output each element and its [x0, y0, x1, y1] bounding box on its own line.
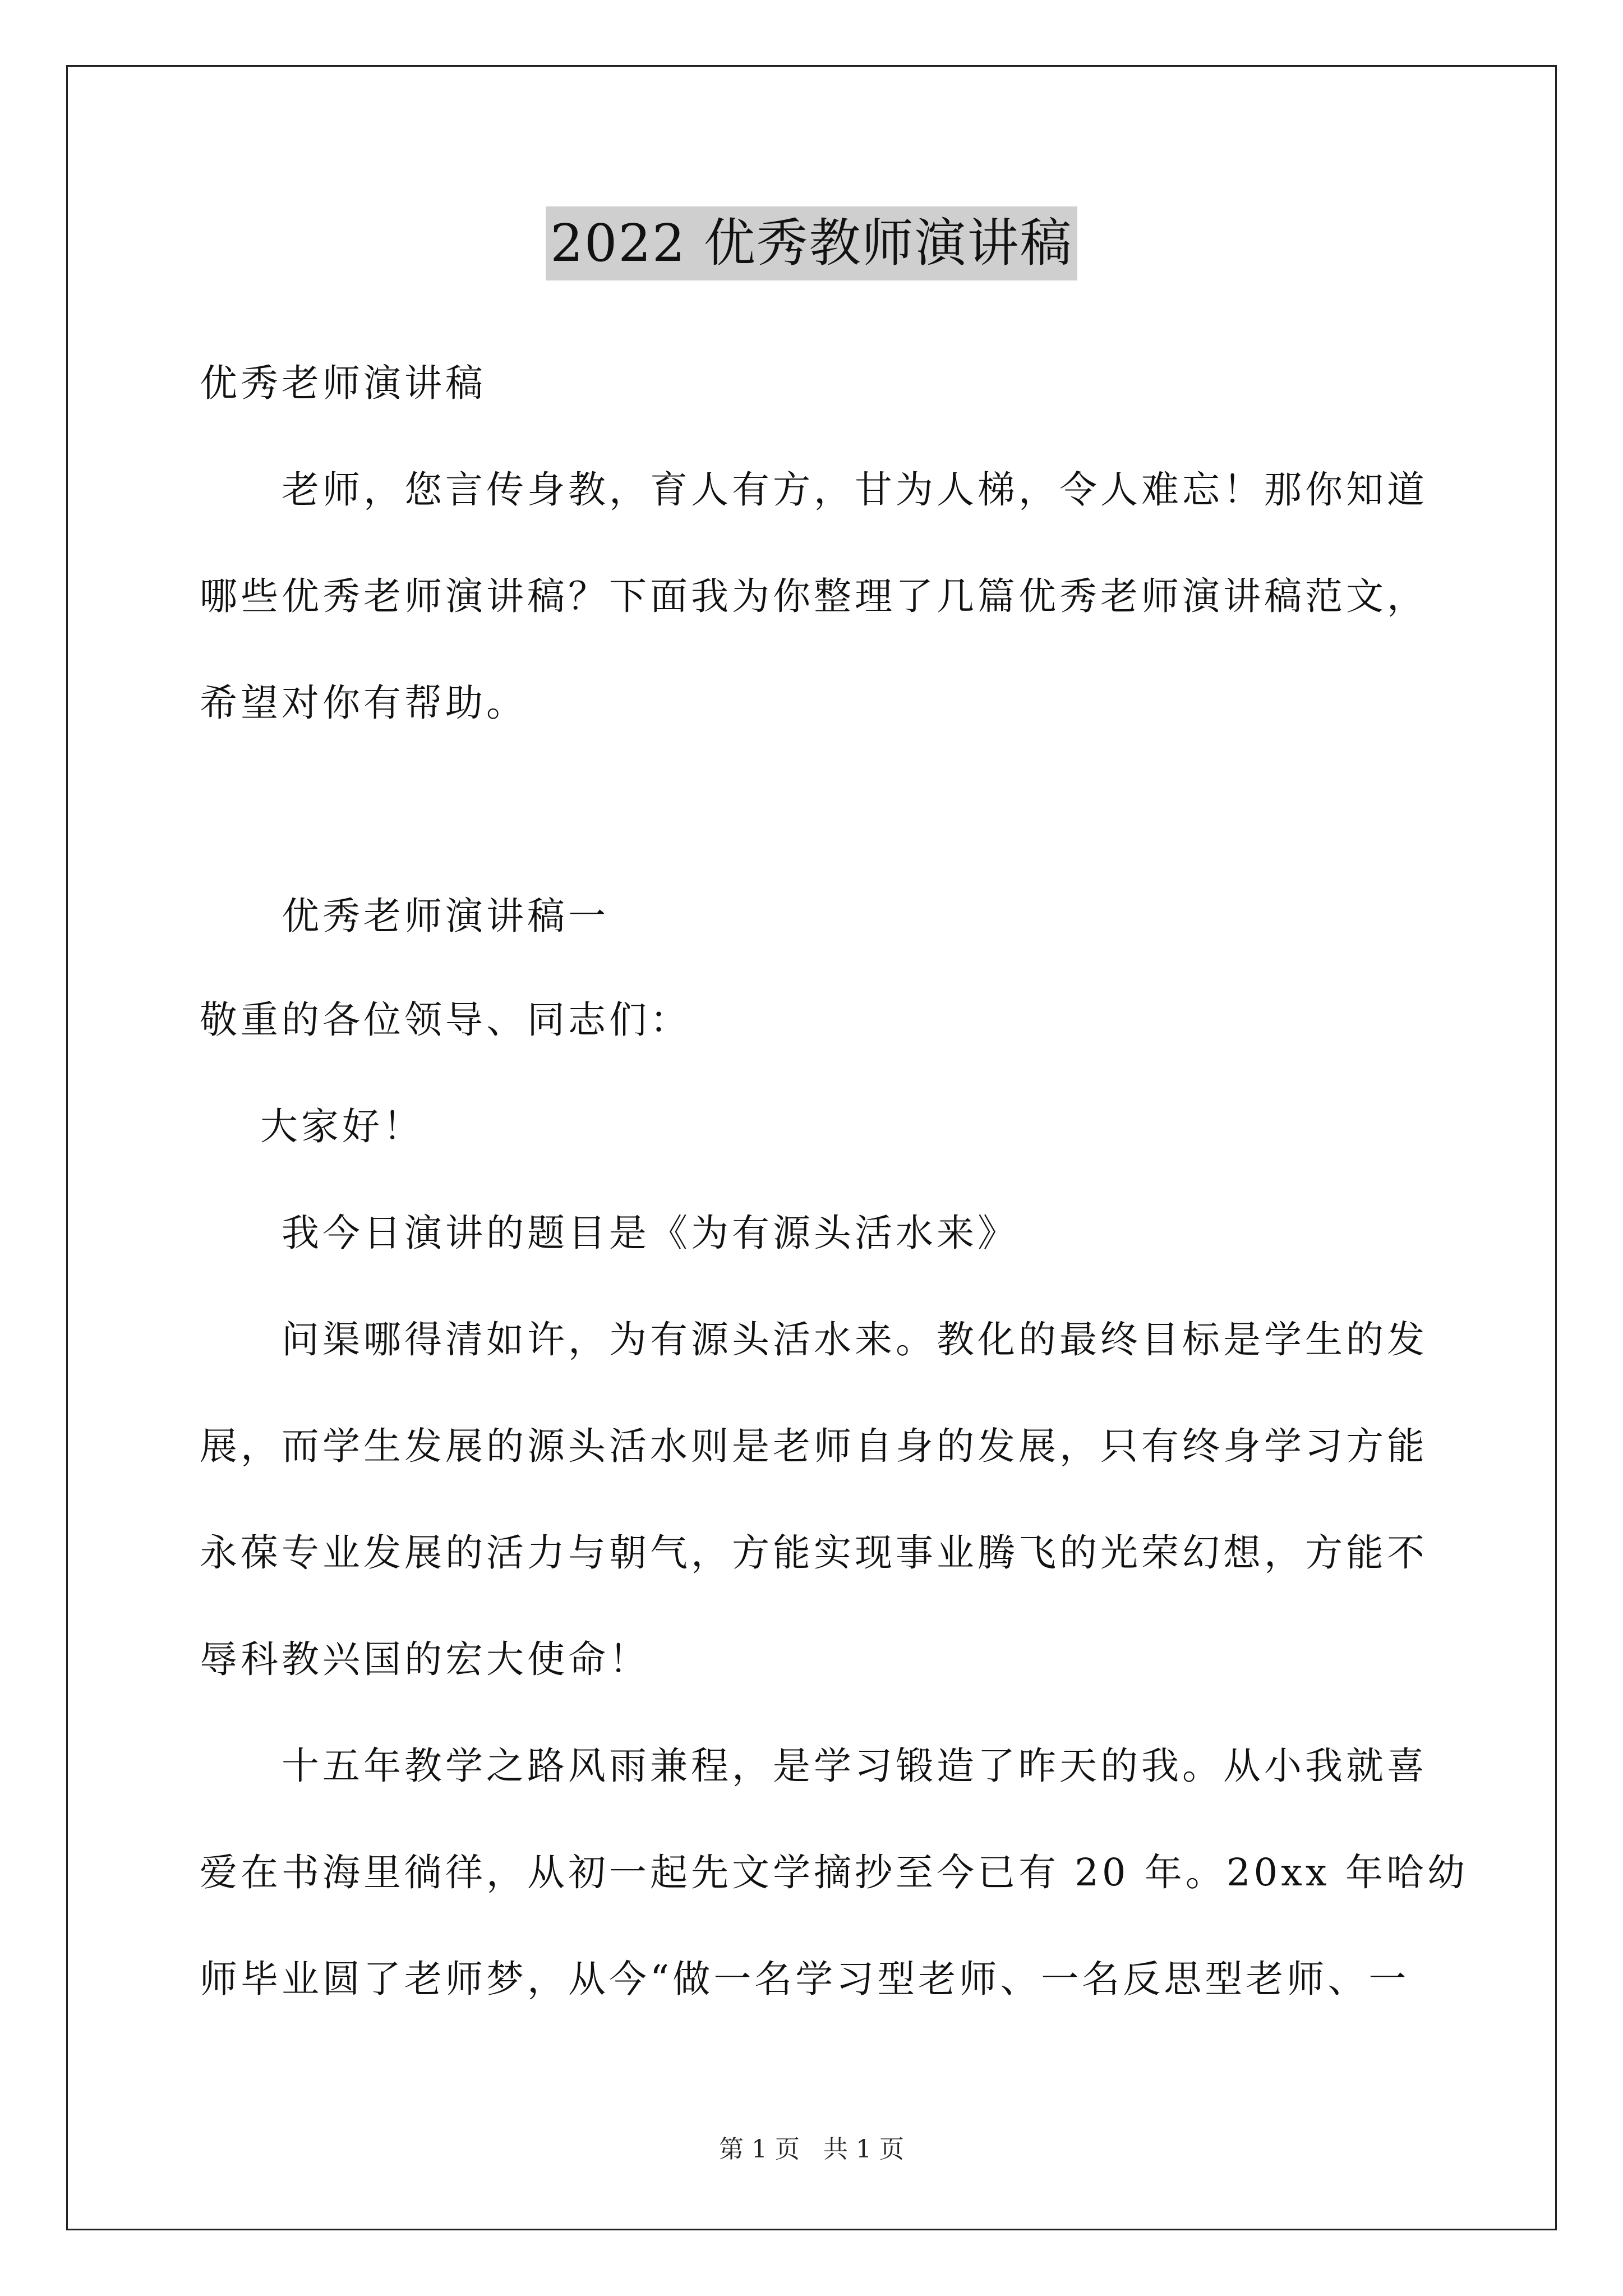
subtitle-text: 优秀老师演讲稿 — [200, 361, 486, 405]
intro-line: 老师，您言传身教，育人有方，甘为人梯，令人难忘！那你知道 — [282, 468, 1428, 512]
paragraph-line: 师毕业圆了老师梦，从今“做一名学习型老师、一名反思型老师、一 — [200, 1957, 1410, 2001]
topic-text: 我今日演讲的题目是《为有源头活水来》 — [282, 1211, 1018, 1255]
paragraph-line: 问渠哪得清如许，为有源头活水来。教化的最终目标是学生的发 — [282, 1318, 1428, 1361]
paragraph-line: 永葆专业发展的活力与朝气，方能实现事业腾飞的光荣幻想，方能不 — [200, 1531, 1428, 1575]
title-container — [0, 206, 1623, 280]
page-total: 共 1 页 — [823, 2135, 904, 2164]
subtitle — [200, 353, 1433, 407]
paragraph-line: 十五年教学之路风雨兼程，是学习锻造了昨天的我。从小我就喜 — [282, 1744, 1428, 1788]
greeting-text: 大家好！ — [260, 1105, 424, 1148]
page-footer — [0, 2129, 1623, 2165]
section-heading-text: 优秀老师演讲稿一 — [282, 894, 609, 938]
page-number: 第 1 页 — [719, 2135, 800, 2164]
intro-line: 哪些优秀老师演讲稿？下面我为你整理了几篇优秀老师演讲稿范文， — [200, 574, 1428, 618]
paragraph-line: 爱在书海里徜徉，从初一起先文学摘抄至今已有 20 年。20xx 年哈幼 — [200, 1851, 1468, 1894]
document-title: 2022 优秀教师演讲稿 — [546, 206, 1077, 280]
paragraph-line: 展，而学生发展的源头活水则是老师自身的发展，只有终身学习方能 — [200, 1424, 1428, 1468]
paragraph-line: 辱科教兴国的宏大使命！ — [200, 1637, 650, 1681]
salutation-text: 敬重的各位领导、同志们： — [200, 998, 691, 1042]
intro-line: 希望对你有帮助。 — [200, 681, 527, 725]
